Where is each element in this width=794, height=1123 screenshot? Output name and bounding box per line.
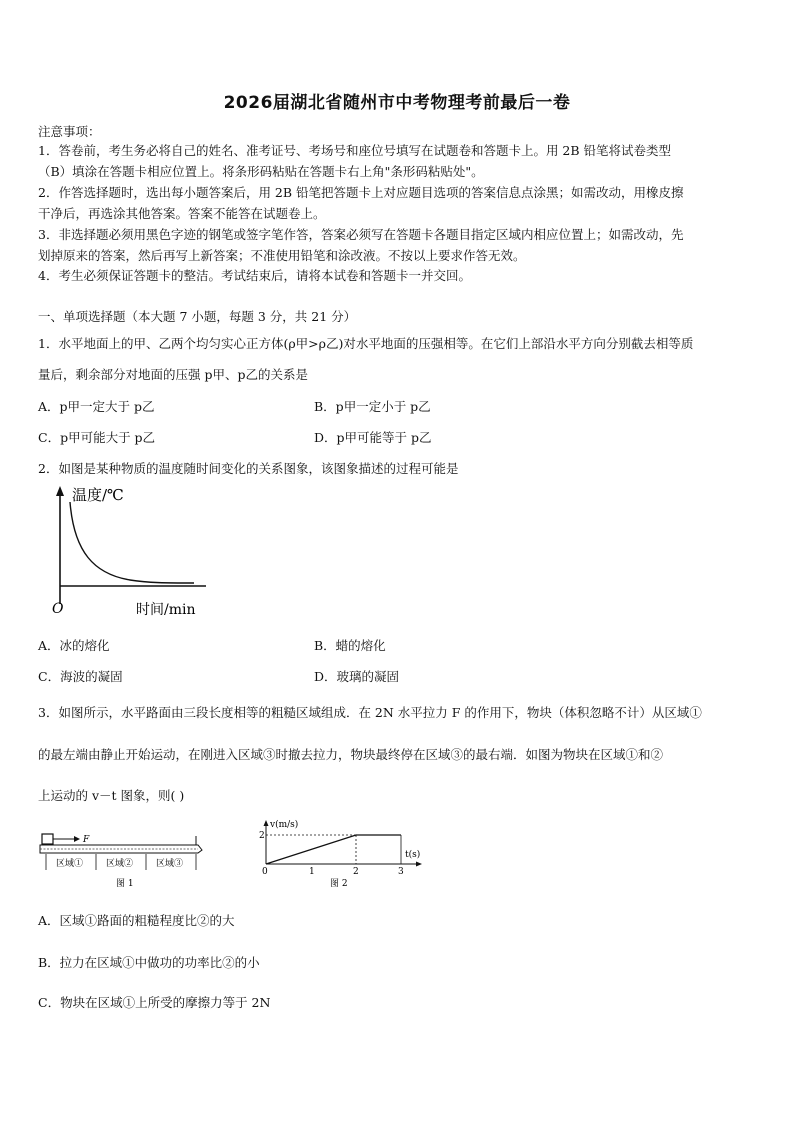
question-1-text: 1．水平地面上的甲、乙两个均匀实心正方体(ρ甲>ρ乙)对水平地面的压强相等。在它们上部沿水平方向分别截去相等质	[38, 336, 694, 351]
t-axis-arrow	[416, 862, 422, 867]
v-axis-arrow	[264, 820, 269, 826]
graph-x-label: 时间/min	[136, 602, 196, 618]
q2-option-a: A．冰的熔化	[38, 638, 110, 653]
question-3-text: 3．如图所示，水平路面由三段长度相等的粗糙区域组成．在 2N 水平拉力 F 的作用下，物块（体积忽略不计）从区域①	[38, 705, 702, 720]
region-label: 区域①	[56, 859, 84, 869]
notice-item: （B）填涂在答题卡相应位置上。将条形码粘贴在答题卡右上角"条形码粘贴处"。	[38, 164, 484, 179]
q3-option-c: C．物块在区域①上所受的摩擦力等于 2N	[38, 995, 271, 1010]
section-heading: 一、单项选择题（本大题 7 小题，每题 3 分，共 21 分）	[38, 309, 357, 324]
t-tick-label: 0	[262, 867, 268, 877]
q3-option-a: A．区域①路面的粗糙程度比②的大	[38, 913, 235, 928]
figure-2-caption: 图 2	[330, 879, 348, 889]
notice-item: 划掉原来的答案，然后再写上新答案；不准使用铅笔和涂改液。不按以上要求作答无效。	[38, 248, 526, 263]
cooling-curve	[70, 502, 194, 583]
question-1-text-cont: 量后，剩余部分对地面的压强 p甲、p乙的关系是	[38, 367, 308, 382]
figure-1-road-diagram	[38, 826, 208, 890]
notice-item: 3．非选择题必须用黑色字迹的钢笔或签字笔作答，答案必须写在答题卡各题目指定区域内相应位置上；如需改动，先	[38, 227, 684, 242]
notice-item: 干净后，再选涂其他答案。答案不能答在试题卷上。	[38, 206, 326, 221]
q1-option-a: A．p甲一定大于 p乙	[38, 399, 155, 414]
q1-option-c: C．p甲可能大于 p乙	[38, 430, 156, 445]
force-arrow-head	[74, 836, 80, 842]
question-3-text-cont: 上运动的 v－t 图象，则( )	[38, 788, 185, 803]
notice-heading: 注意事项：	[38, 124, 101, 139]
notice-item: 4．考生必须保证答题卡的整洁。考试结束后，请将本试卷和答题卡一并交回。	[38, 268, 471, 283]
q1-option-b: B．p甲一定小于 p乙	[314, 399, 431, 414]
t-tick-label: 1	[309, 867, 315, 877]
v-axis-label: v(m/s)	[270, 820, 299, 830]
q2-option-b: B．蜡的熔化	[314, 638, 386, 653]
force-label: F	[83, 835, 90, 845]
q3-option-b: B．拉力在区域①中做功的功率比②的小	[38, 955, 260, 970]
temperature-time-graph	[38, 482, 218, 622]
figure-1-caption: 图 1	[116, 879, 134, 889]
t-tick-label: 3	[398, 867, 404, 877]
t-axis-label: t(s)	[405, 850, 421, 860]
q2-option-d: D．玻璃的凝固	[314, 669, 400, 684]
region-label: 区域②	[106, 859, 134, 869]
v-tick-label: 2	[259, 831, 265, 841]
page-title: 2026届湖北省随州市中考物理考前最后一卷	[223, 93, 571, 113]
notice-item: 1．答卷前，考生务必将自己的姓名、准考证号、考场号和座位号填写在试题卷和答题卡上。用 2B 铅笔将试卷类型	[38, 143, 672, 158]
question-3-text-cont: 的最左端由静止开始运动，在刚进入区域③时撤去拉力，物块最终停在区域③的最右端．如图为物块在区域①和②	[38, 747, 664, 762]
graph-origin-label: O	[52, 601, 64, 617]
q2-option-c: C．海波的凝固	[38, 669, 123, 684]
region-label: 区域③	[156, 859, 184, 869]
figure-2-vt-graph	[250, 816, 430, 890]
question-2-text: 2．如图是某种物质的温度随时间变化的关系图象，该图象描述的过程可能是	[38, 461, 459, 476]
graph-y-label: 温度/℃	[72, 486, 124, 504]
notice-item: 2．作答选择题时，选出每小题答案后，用 2B 铅笔把答题卡上对应题目选项的答案信息点涂黑；如需改动，用橡皮擦	[38, 185, 684, 200]
block	[42, 834, 53, 844]
accelerating-segment	[266, 835, 356, 864]
q1-option-d: D．p甲可能等于 p乙	[314, 430, 432, 445]
y-axis-arrow	[56, 486, 64, 496]
t-tick-label: 2	[353, 867, 359, 877]
